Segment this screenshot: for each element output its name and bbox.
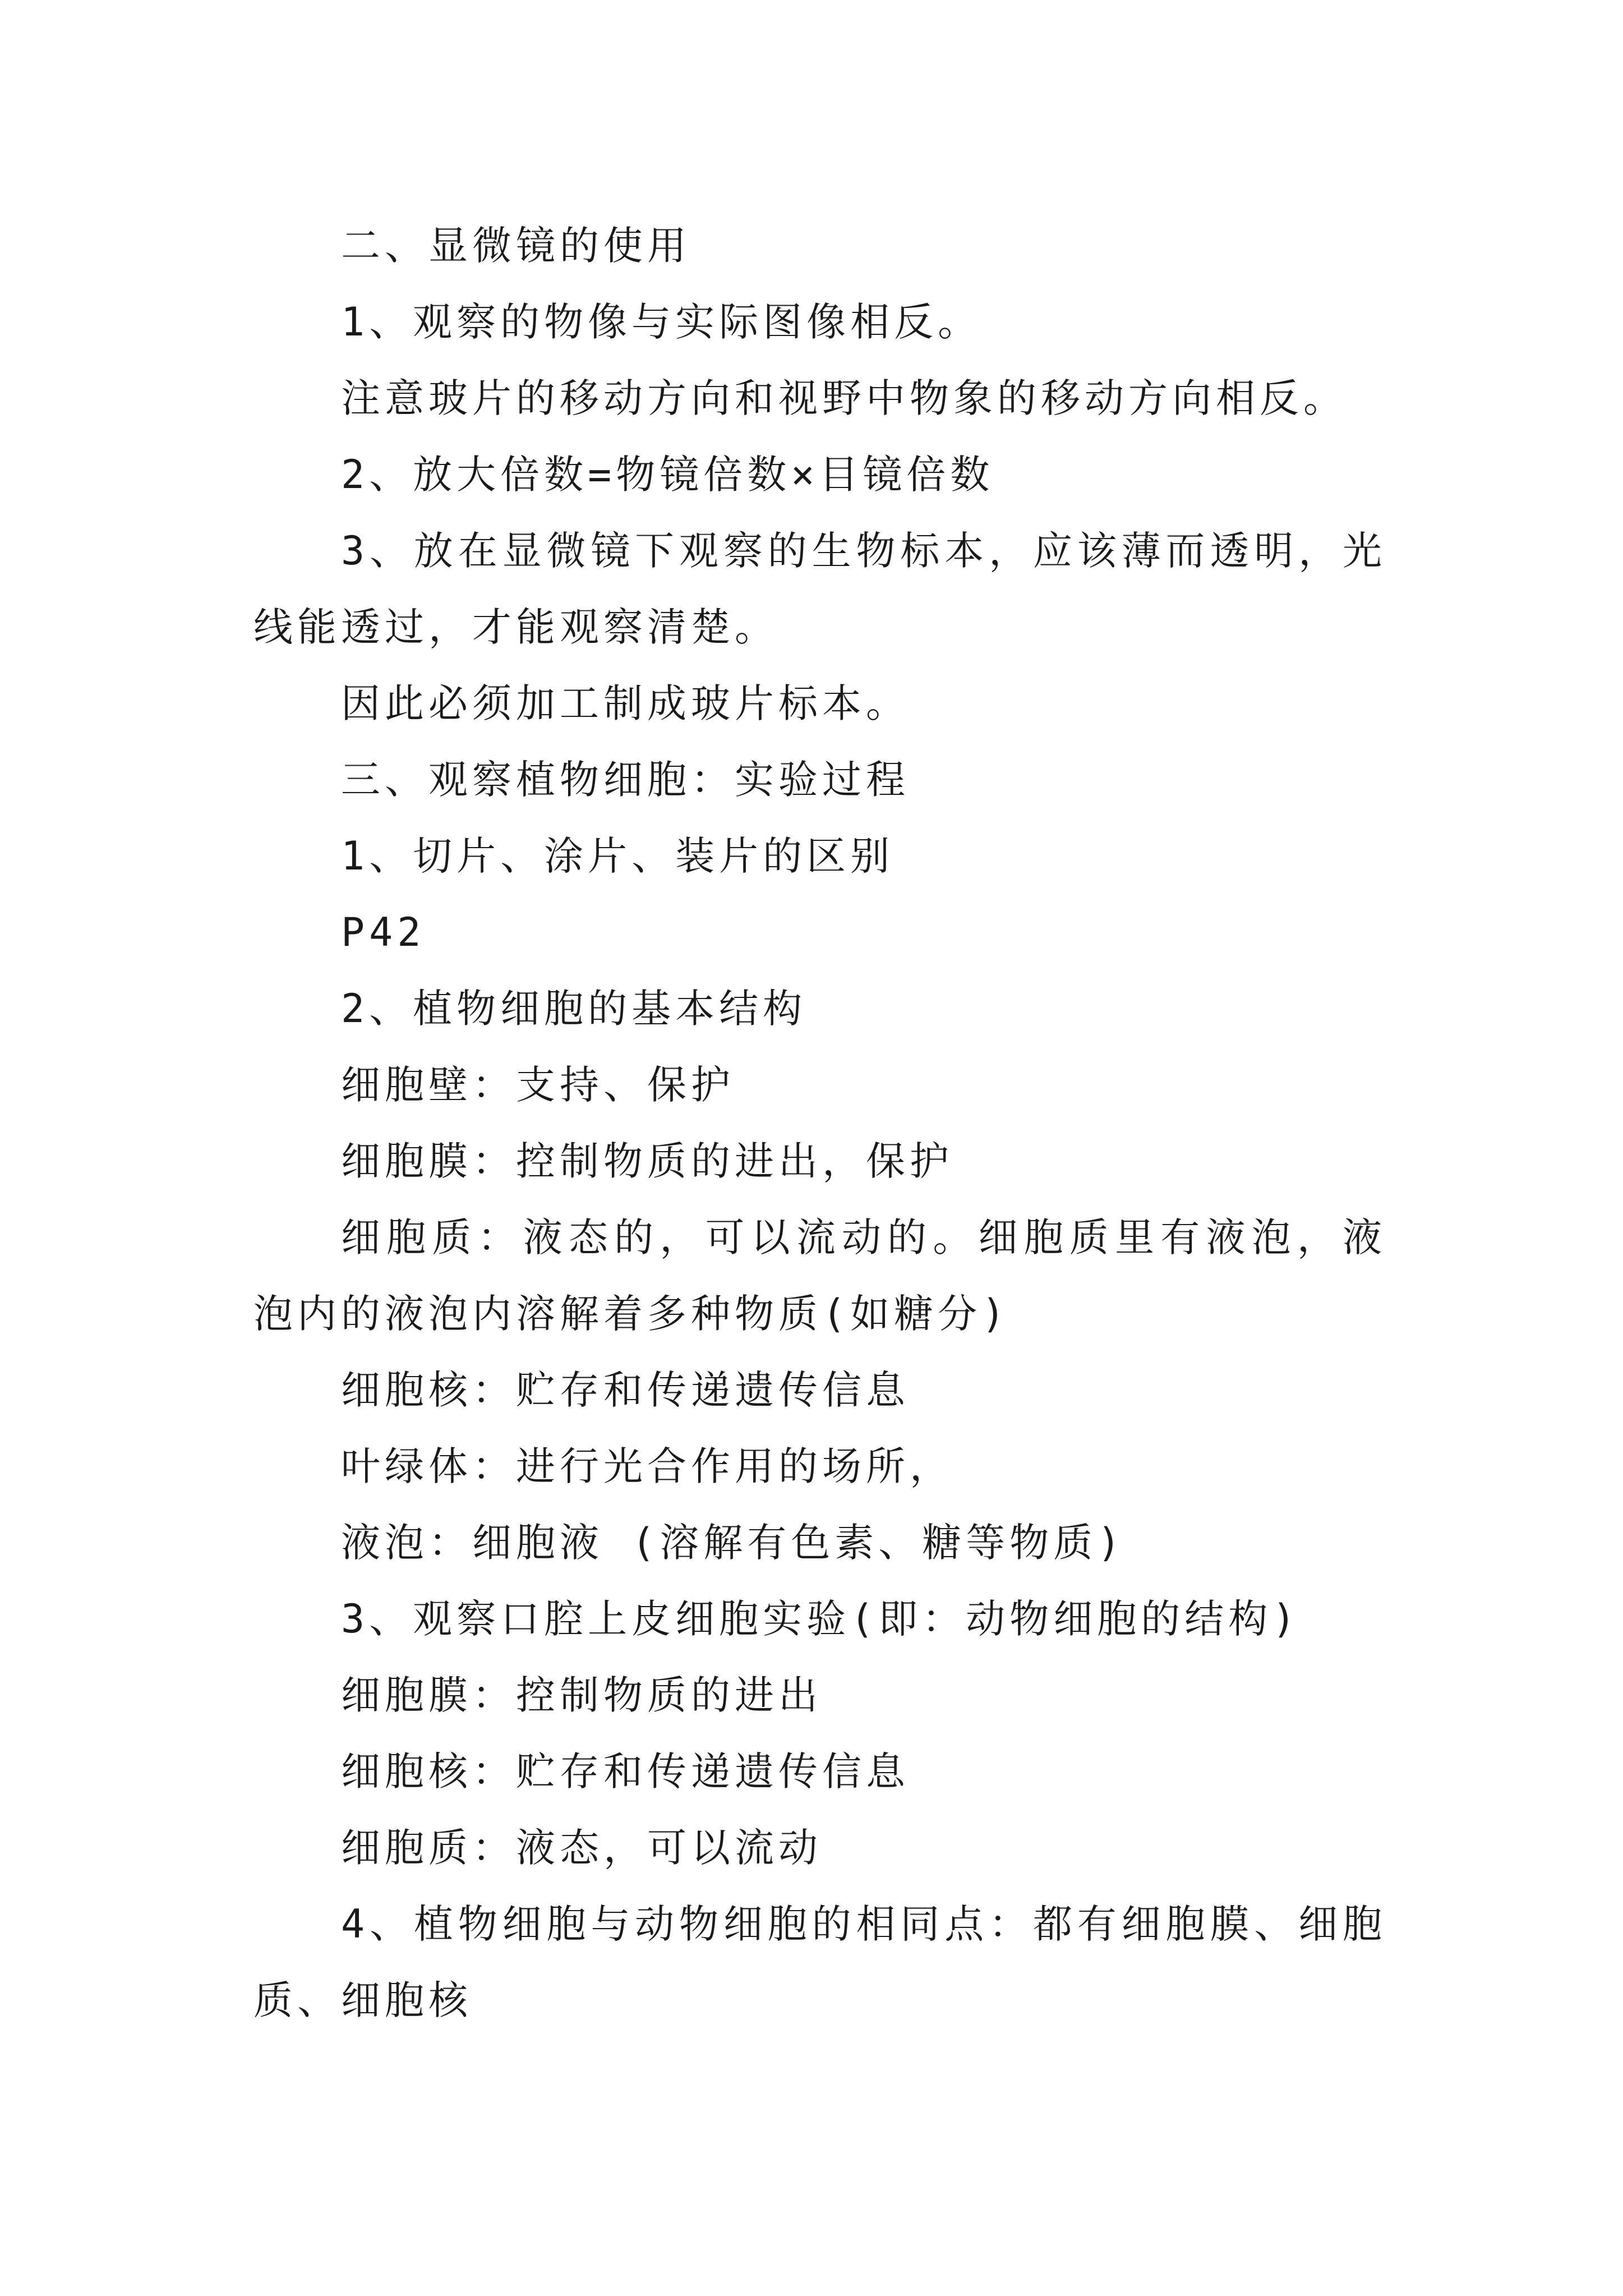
paragraph: 细胞膜：控制物质的进出，保护 — [341, 1138, 953, 1184]
paragraph: 注意玻片的移动方向和视野中物象的移动方向相反。 — [341, 375, 1347, 421]
document-body — [253, 208, 1386, 2039]
paragraph: 3、观察口腔上皮细胞实验(即：动物细胞的结构) — [341, 1596, 1301, 1642]
paragraph: 细胞膜：控制物质的进出 — [341, 1672, 822, 1718]
paragraph: 液泡：细胞液 (溶解有色素、糖等物质) — [341, 1520, 1126, 1566]
section-heading-plant-cells: 三、观察植物细胞：实验过程 — [341, 757, 910, 803]
paragraph: 细胞核：贮存和传递遗传信息 — [341, 1749, 910, 1795]
paragraph: 细胞核：贮存和传递遗传信息 — [341, 1367, 910, 1413]
paragraph: 细胞质：液态，可以流动 — [341, 1825, 822, 1871]
paragraph: 3、放在显微镜下观察的生物标本，应该薄而透明，光线能透过，才能观察清楚。 — [253, 528, 1386, 650]
paragraph: 细胞壁：支持、保护 — [341, 1062, 735, 1108]
paragraph: 1、切片、涂片、装片的区别 — [341, 833, 895, 879]
paragraph: 2、放大倍数=物镜倍数×目镜倍数 — [341, 452, 994, 498]
paragraph: 细胞质：液态的，可以流动的。细胞质里有液泡，液泡内的液泡内溶解着多种物质(如糖分) — [253, 1214, 1386, 1337]
paragraph: 因此必须加工制成玻片标本。 — [341, 680, 910, 726]
page-reference: P42 — [341, 909, 426, 955]
section-heading-microscope-use: 二、显微镜的使用 — [341, 223, 691, 269]
paragraph: 叶绿体：进行光合作用的场所， — [341, 1443, 953, 1489]
paragraph: 4、植物细胞与动物细胞的相同点：都有细胞膜、细胞质、细胞核 — [253, 1901, 1386, 2023]
paragraph: 2、植物细胞的基本结构 — [341, 986, 807, 1032]
paragraph: 1、观察的物像与实际图像相反。 — [341, 299, 982, 345]
